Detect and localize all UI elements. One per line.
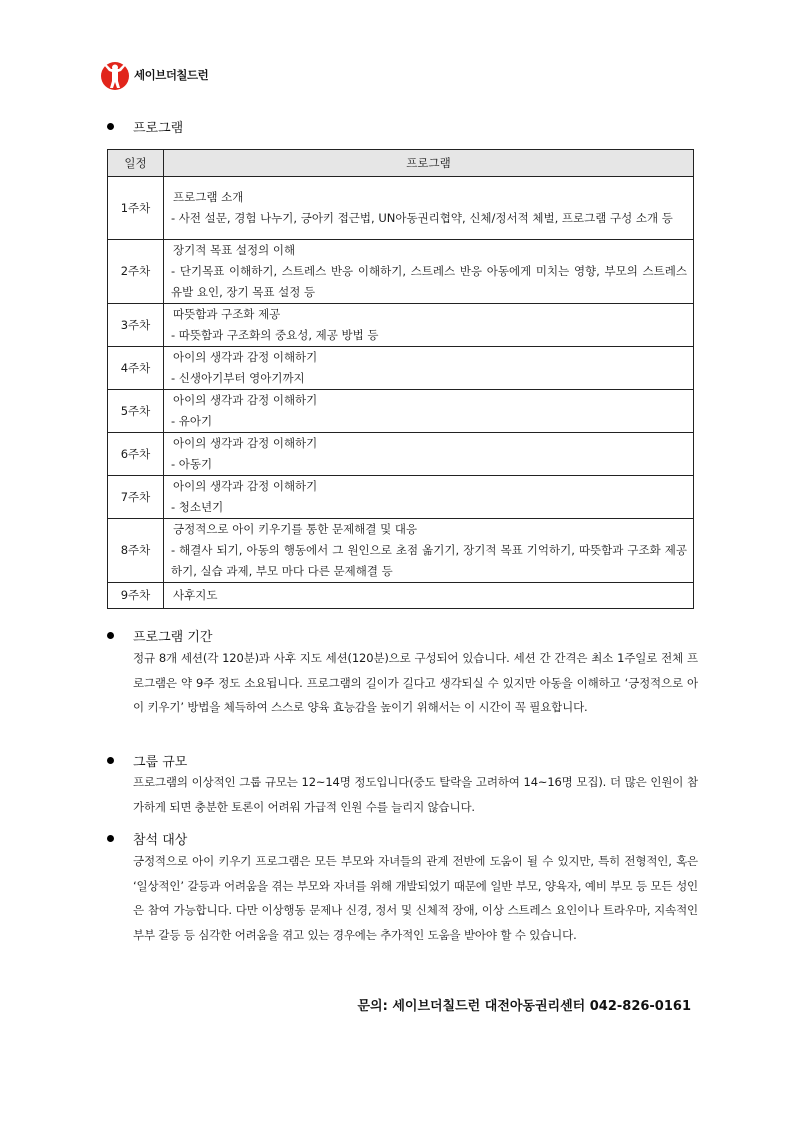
period-section-heading: [107, 626, 212, 645]
bullet-icon: [107, 835, 114, 842]
week-cell: 1주차: [108, 177, 164, 240]
program-cell: [164, 347, 694, 390]
session-title: 아이의 생각과 감정 이해하기: [173, 436, 318, 450]
session-title: 긍정적으로 아이 키우기를 통한 문제해결 및 대응: [173, 522, 418, 536]
target-section-text: 긍정적으로 아이 키우기 프로그램은 모든 부모와 자녀들의 관계 전반에 도움이 될 수 있지만, 특히 전형적인, 혹은 ‘일상적인’ 갈등과 어려움을 겪는 부모와 자녀를 위해 개발되었기 때문에 일반 부모, 양육자, 예비 부모 등 모든 성인은 참여 가능합니다. 다만 이상행동 문제나 신경, 정서 및 신체적 장애, 이상 스트레스 요인이나 트라우마, 지속적인 부부 갈등 등 심각한 어려움을 겪고 있는 경우에는 추가적인 도움을 받아야 할 수 있습니다.: [133, 854, 698, 942]
session-title: 장기적 목표 설정의 이해: [173, 243, 296, 257]
program-cell: [164, 433, 694, 476]
target-section-heading: [107, 829, 187, 848]
table-row: [108, 240, 694, 304]
save-the-children-logo-icon: [100, 58, 130, 92]
period-section-text: 정규 8개 세션(각 120분)과 사후 지도 세션(120분)으로 구성되어 있습니다. 세션 간 간격은 최소 1주일로 전체 프로그램은 약 9주 정도 소요됩니다. 프로그램의 길이가 길다고 생각되실 수 있지만 아동을 이해하고 ‘긍정적으로 아이 키우기’ 방법을 체득하여 스스로 양육 효능감을 높이기 위해서는 이 시간이 꼭 필요합니다.: [133, 651, 698, 714]
week-cell: 6주차: [108, 433, 164, 476]
session-detail: - 청소년기: [171, 500, 224, 514]
logo-text: 세이브더칠드런: [134, 68, 209, 82]
week-cell: 4주차: [108, 347, 164, 390]
session-title: 아이의 생각과 감정 이해하기: [173, 393, 318, 407]
program-cell: [164, 390, 694, 433]
session-title: 아이의 생각과 감정 이해하기: [173, 350, 318, 364]
table-row: [108, 476, 694, 519]
table-row: [108, 519, 694, 583]
column-header-program: 프로그램: [164, 150, 694, 177]
week-cell: 2주차: [108, 240, 164, 304]
program-table: [107, 149, 694, 609]
table-header-row: [108, 150, 694, 177]
target-section-title: 참석 대상: [133, 833, 188, 848]
program-cell: [164, 476, 694, 519]
session-detail: - 유아기: [171, 414, 213, 428]
session-title: 사후지도: [173, 588, 218, 602]
contact-info: 문의: 세이브더칠드런 대전아동권리센터 042-826-0161: [357, 999, 691, 1014]
table-row: [108, 583, 694, 609]
table-row: [108, 177, 694, 240]
session-title: 따뜻함과 구조화 제공: [173, 307, 281, 321]
program-cell: [164, 240, 694, 304]
session-detail: - 단기목표 이해하기, 스트레스 반응 이해하기, 스트레스 반응 아동에게 미치는 영향, 부모의 스트레스 유발 요인, 장기 목표 설정 등: [171, 264, 687, 299]
session-title: 프로그램 소개: [173, 190, 244, 204]
program-cell: [164, 304, 694, 347]
bullet-icon: [107, 632, 114, 639]
session-title: 아이의 생각과 감정 이해하기: [173, 479, 318, 493]
session-detail: - 따뜻함과 구조화의 중요성, 제공 방법 등: [171, 328, 379, 342]
table-row: [108, 390, 694, 433]
table-row: [108, 347, 694, 390]
week-cell: 8주차: [108, 519, 164, 583]
program-cell: [164, 177, 694, 240]
week-cell: 7주차: [108, 476, 164, 519]
program-section-title: 프로그램: [133, 121, 184, 136]
session-detail: - 해결사 되기, 아동의 행동에서 그 원인으로 초점 옮기기, 장기적 목표 기억하기, 따뜻함과 구조화 제공하기, 실습 과제, 부모 마다 다른 문제해결 등: [171, 543, 687, 578]
group-section-title: 그룹 규모: [133, 755, 188, 770]
table-row: [108, 304, 694, 347]
logo: [100, 58, 208, 92]
week-cell: 5주차: [108, 390, 164, 433]
week-cell: 3주차: [108, 304, 164, 347]
program-cell: [164, 583, 694, 609]
week-cell: 9주차: [108, 583, 164, 609]
column-header-schedule: 일정: [108, 150, 164, 177]
program-cell: [164, 519, 694, 583]
table-row: [108, 433, 694, 476]
period-section-title: 프로그램 기간: [133, 630, 213, 645]
group-section-text: 프로그램의 이상적인 그룹 규모는 12~14명 정도입니다(중도 탈락을 고려하여 14~16명 모집). 더 많은 인원이 참가하게 되면 충분한 토론이 어려워 가급적 인원 수를 늘리지 않습니다.: [133, 775, 698, 814]
session-detail: - 아동기: [171, 457, 213, 471]
session-detail: - 사전 설문, 경험 나누기, 긍아키 접근법, UN아동권리협약, 신체/정서적 체벌, 프로그램 구성 소개 등: [171, 211, 673, 225]
bullet-icon: [107, 757, 114, 764]
session-detail: - 신생아기부터 영아기까지: [171, 371, 305, 385]
bullet-icon: [107, 123, 114, 130]
program-section-heading: [107, 117, 183, 136]
group-section-heading: [107, 751, 187, 770]
